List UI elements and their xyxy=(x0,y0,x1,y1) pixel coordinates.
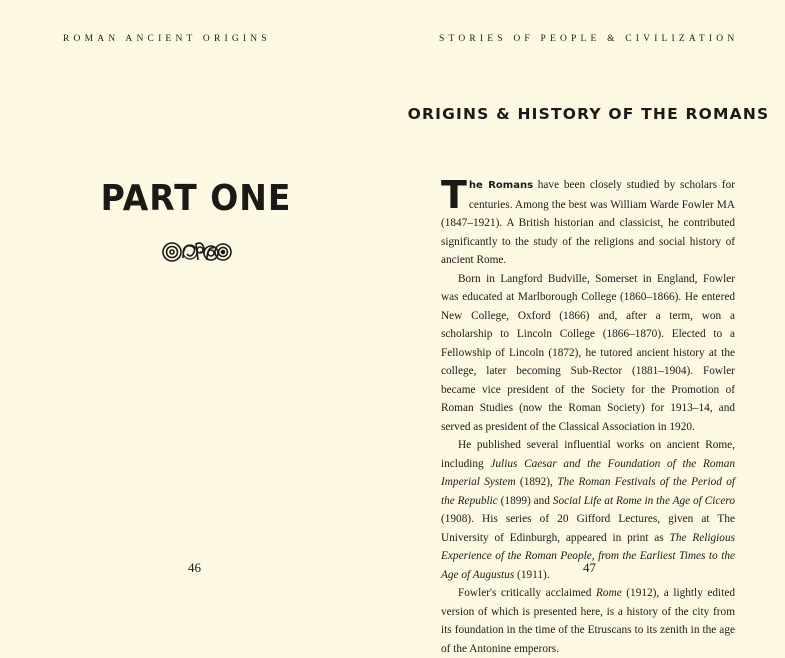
spiral-ornament-icon xyxy=(160,238,232,264)
body-text xyxy=(441,173,736,658)
right-page-number: 47 xyxy=(583,560,596,575)
drop-cap: T xyxy=(441,173,467,217)
paragraph-2: Born in Langford Budville, Somerset in England, Fowler was educated at Marlborough College (1860–1866). He entered New College, Oxford (1866) and, after a term, won a scholarship to Lincoln College (1866–1870). Elected to a Fellowship of Lincoln (1872), he tutored ancient history at the college, later becoming Sub-Rector (1881–1904). Fowler became vice president of the Society for the Promotion of Roman Studies (now the Roman Society) for 1913–14, and served as president of the Classical Association in 1920. xyxy=(441,272,735,433)
lead-in: he Romans xyxy=(468,180,534,191)
right-page xyxy=(392,0,785,655)
chapter-title: ORIGINS & HISTORY OF THE ROMANS xyxy=(407,105,770,123)
paragraph-3: He published several influential works on ancient Rome, including Julius Caesar and the Foundation of the Roman Imperial System (1892), The Roman Festivals of the Period of the Republic (1899) and Social Life at Rome in the Age of Cicero (1908). His series of 20 Gifford Lectures, given at The University of Edinburgh, appeared in print as The Religious Experience of the Roman People, from the Earliest Times to the Age of Augustus (1911). xyxy=(441,439,736,581)
part-title: PART ONE xyxy=(100,176,292,219)
left-page-number: 46 xyxy=(188,560,201,575)
right-running-head: STORIES OF PEOPLE & CIVILIZATION xyxy=(439,34,739,44)
left-page xyxy=(0,0,392,600)
paragraph-1: The Romans have been closely studied by scholars for centuries. Among the best was William Warde Fowler MA (1847–1921). A British historian and classicist, he contributed significantly to the study of the religions and social history of ancient Rome. xyxy=(441,173,735,266)
left-running-head: ROMAN ANCIENT ORIGINS xyxy=(63,34,271,44)
paragraph-4: Fowler's critically acclaimed Rome (1912), a lightly edited version of which is presented here, is a history of the city from its foundation in the time of the Etruscans to its zenith in the age of the Antonine emperors. xyxy=(441,587,735,655)
